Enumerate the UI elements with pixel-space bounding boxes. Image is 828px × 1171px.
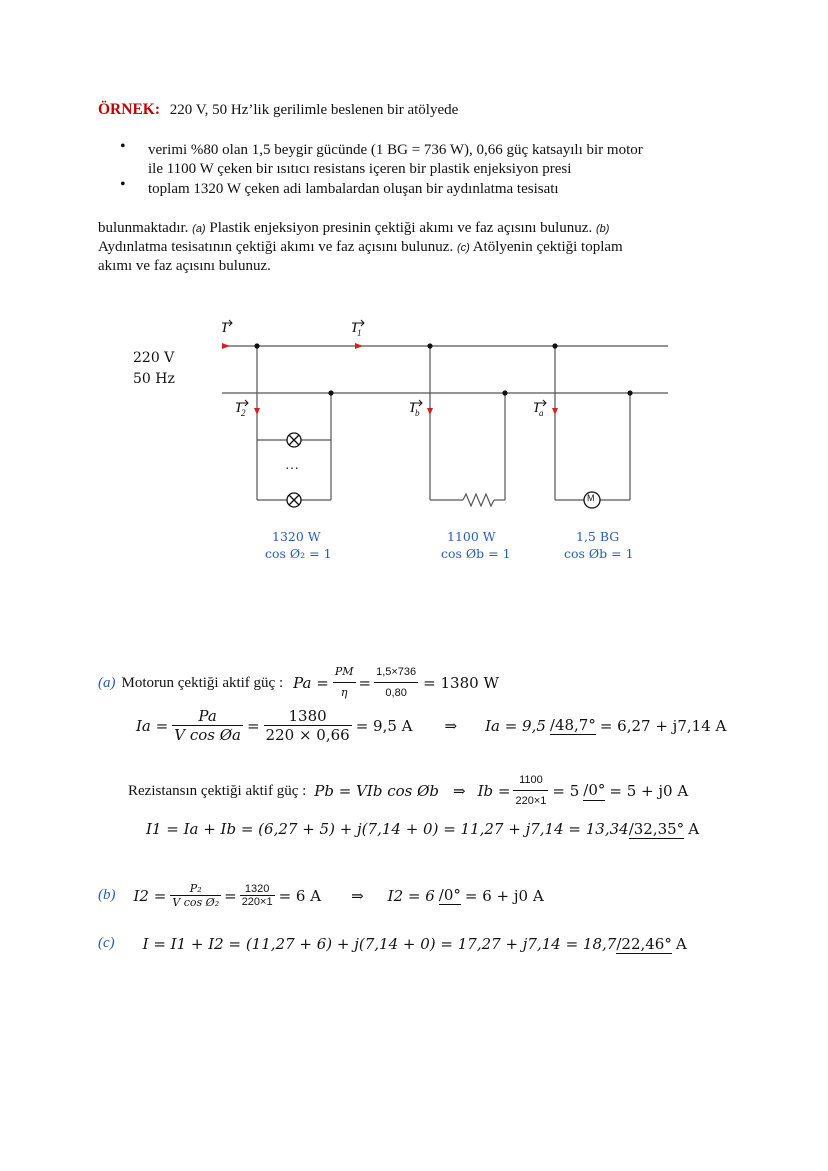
bullet-1-line-2: ile 1100 W çeken bir ısıtıcı resistans içeren bir plastik enjeksiyon presi <box>148 161 572 177</box>
question-line-1: bulunmaktadır. (a) Plastik enjeksiyon presinin çektiği akımı ve faz açısını bulunuz. (b) <box>98 220 610 236</box>
question-line-2: Aydınlatma tesisatının çektiği akımı ve faz açısını bulunuz. (c) Atölyenin çektiği toplam <box>98 239 623 255</box>
current-i2-label: $I_2$ <box>236 400 246 418</box>
example-label: ÖRNEK: <box>98 101 160 118</box>
bullet-2-text: toplam 1320 W çeken adi lambalardan oluşan bir aydınlatma tesisatı <box>148 181 559 197</box>
arrow-i2 <box>254 408 260 415</box>
load-3-power: 1,5 BG <box>576 529 620 544</box>
question-line-3: akımı ve faz açısını bulunuz. <box>98 258 271 274</box>
intro-text: 220 V, 50 Hz’lik gerilimle beslenen bir atölyede <box>169 102 459 118</box>
solution-a-power: (a) Motorun çektiği aktif güç : Pa = $\frac{PM}{\eta}$ = $\frac{1,5\times 736}{0,80}$ = 1380 W <box>98 662 499 703</box>
junction-dot <box>502 390 507 395</box>
current-ib-label: $I_b$ <box>410 400 420 418</box>
bullet-marker-1: • <box>120 138 126 155</box>
resistor-icon <box>463 494 494 506</box>
load-1-power: 1320 W <box>272 529 321 544</box>
solution-b: (b) I2 = $\frac{\text{P₂}}{\text{V cos Ø₂}}$ = $\frac{1320}{220\times 1}$ = 6 A ⇒ I2 = 6 /0° = 6 + j0 A <box>98 882 544 909</box>
supply-voltage-label: 220 V <box>133 350 175 366</box>
current-i-total-label: I <box>222 320 227 336</box>
solution-c: (c) I = I1 + I2 = (11,27 + 6) + j(7,14 + 0) = 17,27 + j7,14 = 18,7 /22,46° A <box>98 935 687 953</box>
current-ia-label: $I_a$ <box>534 400 544 418</box>
load-2-power: 1100 W <box>447 529 496 544</box>
solution-a-ia: Ia = $\frac{Pa}{\text{V cos Øa}}$ = $\frac{1380}{220 \times 0,66}$ = 9,5 A ⇒ Ia = 9,5 /48,7° = 6,27 + j7,14 A <box>136 707 727 744</box>
current-i1-label: $I_1$ <box>352 320 362 338</box>
arrow-i-total <box>222 343 230 349</box>
motor-label: M <box>587 493 595 503</box>
bullet-marker-2: • <box>120 176 126 193</box>
bullet-1-line-1: verimi %80 olan 1,5 beygir gücünde (1 BG = 736 W), 0,66 güç katsayılı bir motor <box>148 142 643 158</box>
solution-a-resistor: Rezistansın çektiği aktif güç : Pb = VIb cos Øb ⇒ Ib = $\frac{1100}{220\times 1}$ = 5 /0° = 5 + j0 A <box>128 770 688 811</box>
lamp-icon <box>287 433 301 447</box>
lamp-icon <box>287 493 301 507</box>
supply-frequency-label: 50 Hz <box>133 371 175 387</box>
junction-dot <box>427 343 432 348</box>
junction-dot <box>552 343 557 348</box>
junction-dot <box>328 390 333 395</box>
junction-dot <box>254 343 259 348</box>
load-3-pf: cos Øb = 1 <box>564 546 634 561</box>
lamp-ellipsis: … <box>285 458 299 473</box>
load-1-pf: cos Ø₂ = 1 <box>265 546 332 561</box>
junction-dot <box>627 390 632 395</box>
arrow-ib <box>427 408 433 415</box>
arrow-ia <box>552 408 558 415</box>
solution-a-i1: I1 = Ia + Ib = (6,27 + 5) + j(7,14 + 0) = 11,27 + j7,14 = 13,34 /32,35° A <box>146 820 700 838</box>
arrow-i1 <box>355 343 363 349</box>
load-2-pf: cos Øb = 1 <box>441 546 511 561</box>
